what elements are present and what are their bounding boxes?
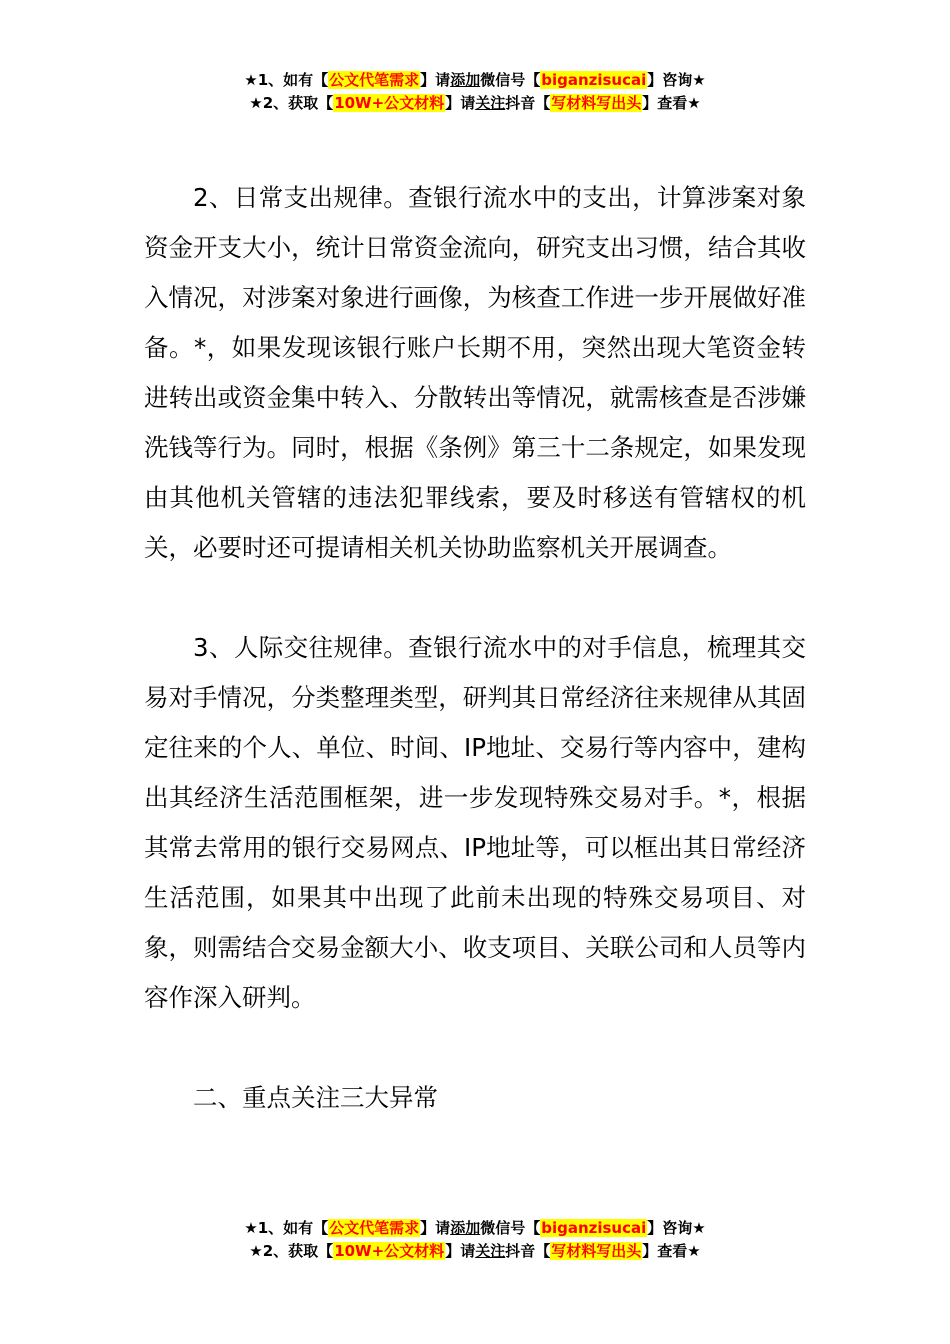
banner-highlight: biganzisucai (541, 71, 647, 89)
banner-line-2 (0, 92, 950, 115)
paragraph-social-contacts: 3、人际交往规律。查银行流水中的对手信息，梳理其交易对手情况，分类整理类型，研判其日常经济往来规律从其固定往来的个人、单位、时间、IP地址、交易行等内容中，建构出其经济生活范围框架，进一步发现特殊交易对手。*，根据其常去常用的银行交易网点、IP地址等，可以框出其日常经济生活范围，如果其中出现了此前未出现的特殊交易项目、对象，则需结合交易金额大小、收支项目、关联公司和人员等内容作深入研判。 (144, 633, 806, 1012)
paragraph-daily-expense: 2、日常支出规律。查银行流水中的支出，计算涉案对象资金开支大小，统计日常资金流向，研究支出习惯，结合其收入情况，对涉案对象进行画像，为核查工作进一步开展做好准备。*，如果发现该银行账户长期不用，突然出现大笔资金转进转出或资金集中转入、分散转出等情况，就需核查是否涉嫌洗钱等行为。同时，根据《条例》第三十二条规定，如果发现由其他机关管辖的违法犯罪线索，要及时移送有管辖权的机关，必要时还可提请相关机关协助监察机关开展调查。 (144, 183, 806, 562)
banner-line-1 (0, 1217, 950, 1240)
banner-text: 微信号【 (480, 1219, 541, 1237)
banner-text: 】请 (420, 1219, 451, 1237)
header-banner (0, 69, 950, 115)
paragraph-gap (144, 1023, 806, 1073)
banner-text: 】请 (445, 94, 476, 112)
banner-underline: 添加 (450, 71, 481, 89)
banner-text: ★2、获取【 (249, 94, 334, 112)
banner-highlight: 公文代笔需求 (329, 71, 420, 89)
footer-banner (0, 1217, 950, 1263)
banner-line-2 (0, 1240, 950, 1263)
banner-underline: 添加 (450, 1219, 481, 1237)
banner-highlight: 写材料写出头 (551, 1242, 642, 1260)
banner-text: 抖音【 (505, 94, 551, 112)
banner-text: 】请 (445, 1242, 476, 1260)
banner-highlight: 10W+公文材料 (334, 1242, 445, 1260)
banner-highlight: 写材料写出头 (551, 94, 642, 112)
banner-text: 抖音【 (505, 1242, 551, 1260)
banner-highlight: 公文代笔需求 (329, 1219, 420, 1237)
banner-text: 】查看★ (642, 1242, 701, 1260)
banner-underline: 关注 (475, 1242, 506, 1260)
banner-highlight: biganzisucai (541, 1219, 647, 1237)
banner-text: ★1、如有【 (244, 71, 329, 89)
banner-text: ★2、获取【 (249, 1242, 334, 1260)
banner-text: 】咨询★ (647, 1219, 706, 1237)
banner-line-1 (0, 69, 950, 92)
banner-text: 】请 (420, 71, 451, 89)
banner-underline: 关注 (475, 94, 506, 112)
banner-text: ★1、如有【 (244, 1219, 329, 1237)
banner-text: 微信号【 (480, 71, 541, 89)
banner-highlight: 10W+公文材料 (334, 94, 445, 112)
banner-text: 】查看★ (642, 94, 701, 112)
document-body (144, 173, 806, 1123)
banner-text: 】咨询★ (647, 71, 706, 89)
section-heading: 二、重点关注三大异常 (193, 1083, 438, 1112)
paragraph-gap (144, 573, 806, 623)
